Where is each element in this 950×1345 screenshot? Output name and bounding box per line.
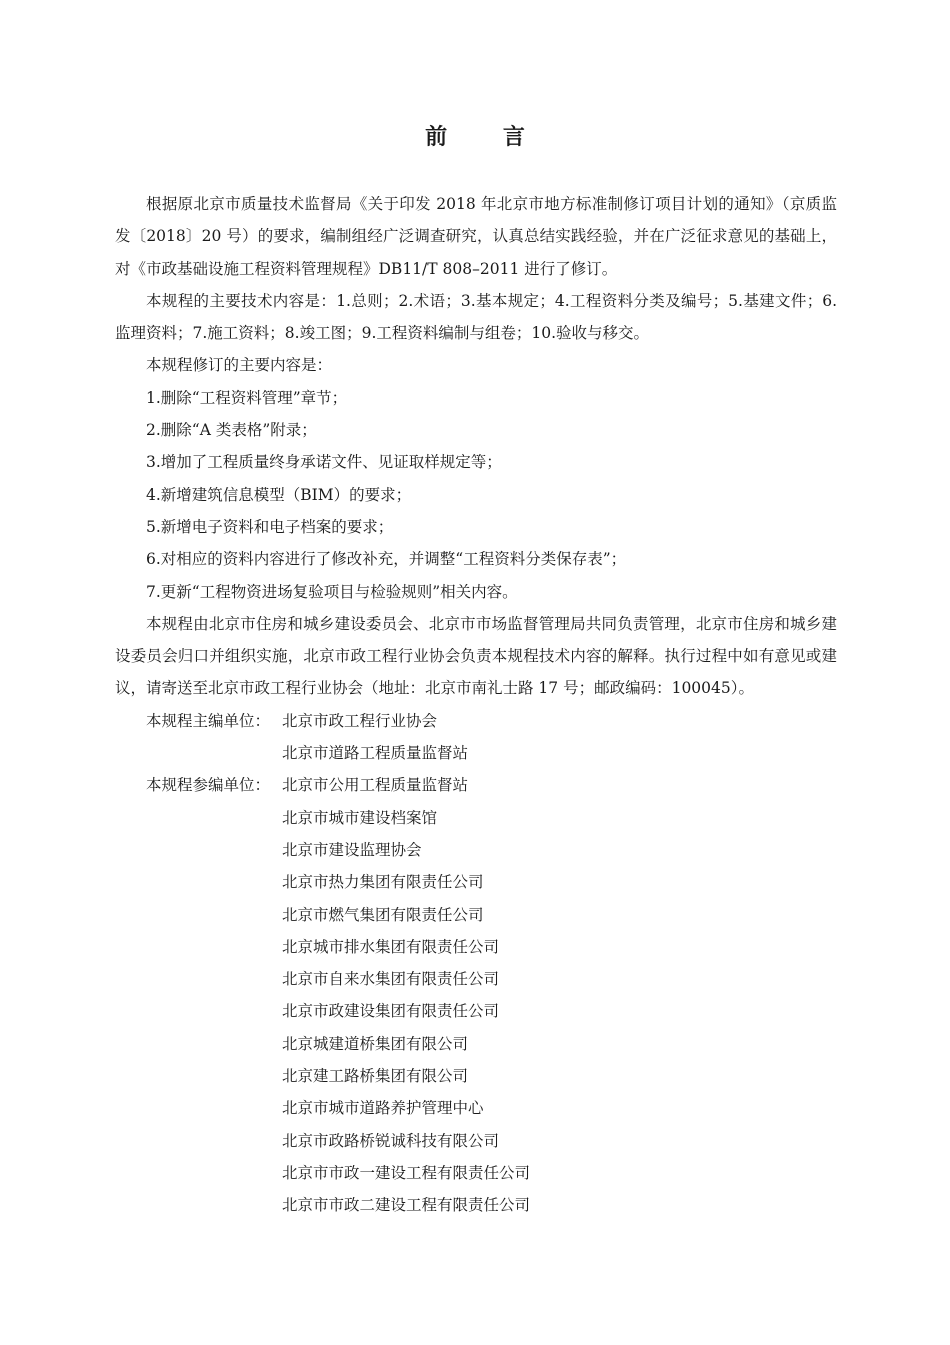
unit-name: 北京市政建设集团有限责任公司 [282, 1002, 500, 1021]
revision-item: 7.更新“工程物资进场复验项目与检验规则”相关内容。 [146, 582, 518, 601]
revision-item: 3.增加了工程质量终身承诺文件、见证取样规定等； [146, 453, 502, 472]
management-paragraph: 本规程由北京市住房和城乡建设委员会、北京市市场监督管理局共同负责管理，北京市住房和城乡建设委员会归口并组织实施，北京市政工程行业协会负责本规程技术内容的解释。执行过程中如有意见或建议，请寄送至北京市政工程行业协会（地址：北京市南礼士路 17 号；邮政编码：100045）。 [115, 614, 837, 698]
list-item [115, 1157, 837, 1189]
revision-item: 1.删除“工程资料管理”章节； [146, 388, 348, 407]
list-item [115, 834, 837, 866]
unit-name: 北京市热力集团有限责任公司 [282, 873, 484, 892]
chief-units-list [115, 705, 837, 770]
revision-item: 2.删除“A 类表格”附录； [146, 421, 317, 440]
unit-name: 北京市公用工程质量监督站 [282, 776, 469, 795]
unit-name: 北京市市政二建设工程有限责任公司 [282, 1196, 531, 1215]
page-title: 前 言 [425, 124, 549, 150]
unit-name: 北京市城市道路养护管理中心 [282, 1099, 484, 1118]
list-item [115, 705, 837, 737]
list-item [115, 802, 837, 834]
revision-item: 5.新增电子资料和电子档案的要求； [146, 517, 394, 536]
list-item [115, 1125, 837, 1157]
list-item [115, 1028, 837, 1060]
unit-name: 北京建工路桥集团有限公司 [282, 1067, 469, 1086]
unit-name: 北京市政工程行业协会 [282, 711, 438, 730]
preface-body [115, 188, 837, 1222]
technical-content-paragraph: 本规程的主要技术内容是：1.总则；2.术语；3.基本规定；4.工程资料分类及编号；5.基建文件；6.监理资料；7.施工资料；8.竣工图；9.工程资料编制与组卷；10.验收与移交。 [115, 291, 837, 343]
list-item [115, 931, 837, 963]
unit-name: 北京市建设监理协会 [282, 840, 422, 859]
list-item [115, 866, 837, 898]
unit-name: 北京市政路桥锐诚科技有限公司 [282, 1131, 500, 1150]
revision-item: 4.新增建筑信息模型（BIM）的要求； [146, 485, 412, 504]
chief-units-label: 本规程主编单位： [146, 711, 271, 730]
list-item [115, 769, 837, 801]
unit-name: 北京城建道桥集团有限公司 [282, 1034, 469, 1053]
list-item [115, 1092, 837, 1124]
participant-units-label: 本规程参编单位： [146, 776, 271, 795]
list-item [115, 1189, 837, 1221]
list-item [115, 899, 837, 931]
unit-name: 北京市自来水集团有限责任公司 [282, 970, 500, 989]
unit-name: 北京市市政一建设工程有限责任公司 [282, 1163, 531, 1182]
list-item [115, 737, 837, 769]
intro-paragraph: 根据原北京市质量技术监督局《关于印发 2018 年北京市地方标准制修订项目计划的通知》（京质监发〔2018〕20 号）的要求，编制组经广泛调查研究，认真总结实践经验，并在广泛征求意见的基础上，对《市政基础设施工程资料管理规程》DB11/T 808–2011 进行了修订。 [115, 195, 837, 278]
list-item [115, 1060, 837, 1092]
unit-name: 北京市城市建设档案馆 [282, 808, 438, 827]
list-item [115, 963, 837, 995]
revision-intro-paragraph: 本规程修订的主要内容是： [146, 356, 333, 375]
list-item [115, 995, 837, 1027]
unit-name: 北京市燃气集团有限责任公司 [282, 905, 484, 924]
participant-units-list [115, 769, 837, 1221]
unit-name: 北京市道路工程质量监督站 [282, 744, 469, 763]
unit-name: 北京城市排水集团有限责任公司 [282, 937, 500, 956]
revision-item: 6.对相应的资料内容进行了修改补充，并调整“工程资料分类保存表”； [146, 550, 627, 569]
